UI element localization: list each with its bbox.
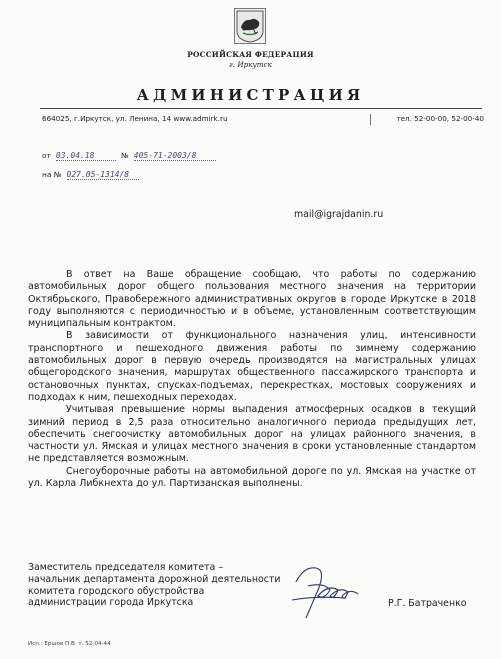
paragraph-4: Снегоуборочные работы на автомобильной дороге по ул. Ямская на участке от ул. Карла Либкнехта до ул. Партизанская выполнены. [28,465,476,490]
reply-number-row [42,162,139,181]
signatory-line-4: администрации города Иркутска [28,597,194,609]
country-heading: РОССИЙСКАЯ ФЕДЕРАЦИЯ [187,50,314,59]
signatory-line-3: комитета городского обустройства [28,585,205,597]
number-label: № [121,151,129,160]
city-heading: г. Иркутск [229,60,272,69]
signatory-line-1: Заместитель председателя комитета – [28,562,224,573]
executor-footer: Исп.: Ершов П.В. т. 52-04-44 [28,641,111,647]
address-separator [370,114,371,125]
date-number-row [42,143,216,162]
letter-number: 405-71-2003/8 [134,151,216,161]
city-emblem-icon [234,8,266,44]
reply-label: на № [42,170,62,179]
organization-title: АДМИНИСТРАЦИЯ [136,86,365,104]
letter-date: 03.04.18 [56,151,116,161]
paragraph-2: В зависимости от функционального назначения улиц, интенсивности транспортного и пешеходного движения работы по зимнему содержанию автомобильных дорог в первую очередь производятся на магистральных улицах общегородского значения, маршрутах общественного пассажирского транспорта и остановочных пунктах, спусках-подъемах, перекрестках, мостовых сооружениях и подходах к ним, пешеходных переходах. [28,330,476,403]
phone-line: тел. 52-00-00, 52-00-40 [396,114,484,123]
reply-number: 027.05-1314/8 [67,170,139,180]
address-line: 664025, г.Иркутск, ул. Ленина, 14 www.admirk.ru [42,114,228,123]
handwritten-signature [284,560,374,624]
signatory-block [28,562,280,609]
date-label: от [42,151,51,160]
paragraph-1: В ответ на Ваше обращение сообщаю, что работы по содержанию автомобильных дорог общего пользования местного значения на территории Октябрьского, Правобережного административных округов в городе Иркутске в 2018 году выполняются с периодичностью и в объеме, установленным соответствующим муниципальным контрактом. [28,269,476,330]
recipient-email: mail@igrajdanin.ru [294,209,384,220]
signatory-name: Р.Г. Батраченко [388,598,467,609]
signatory-line-2: начальник департамента дорожной деятельности [28,573,281,585]
letter-body [28,269,476,490]
header-divider [40,108,482,109]
paragraph-3: Учитывая превышение нормы выпадения атмосферных осадков в текущий зимний период в 2,5 раза относительно аналогичного периода предыдущих лет, обеспечить снегоочистку автомобильных дорог на улицах районного значения, в частности ул. Ямская и улицах местного значения в сроки установленные стандартом не представляется возможным. [28,404,476,465]
